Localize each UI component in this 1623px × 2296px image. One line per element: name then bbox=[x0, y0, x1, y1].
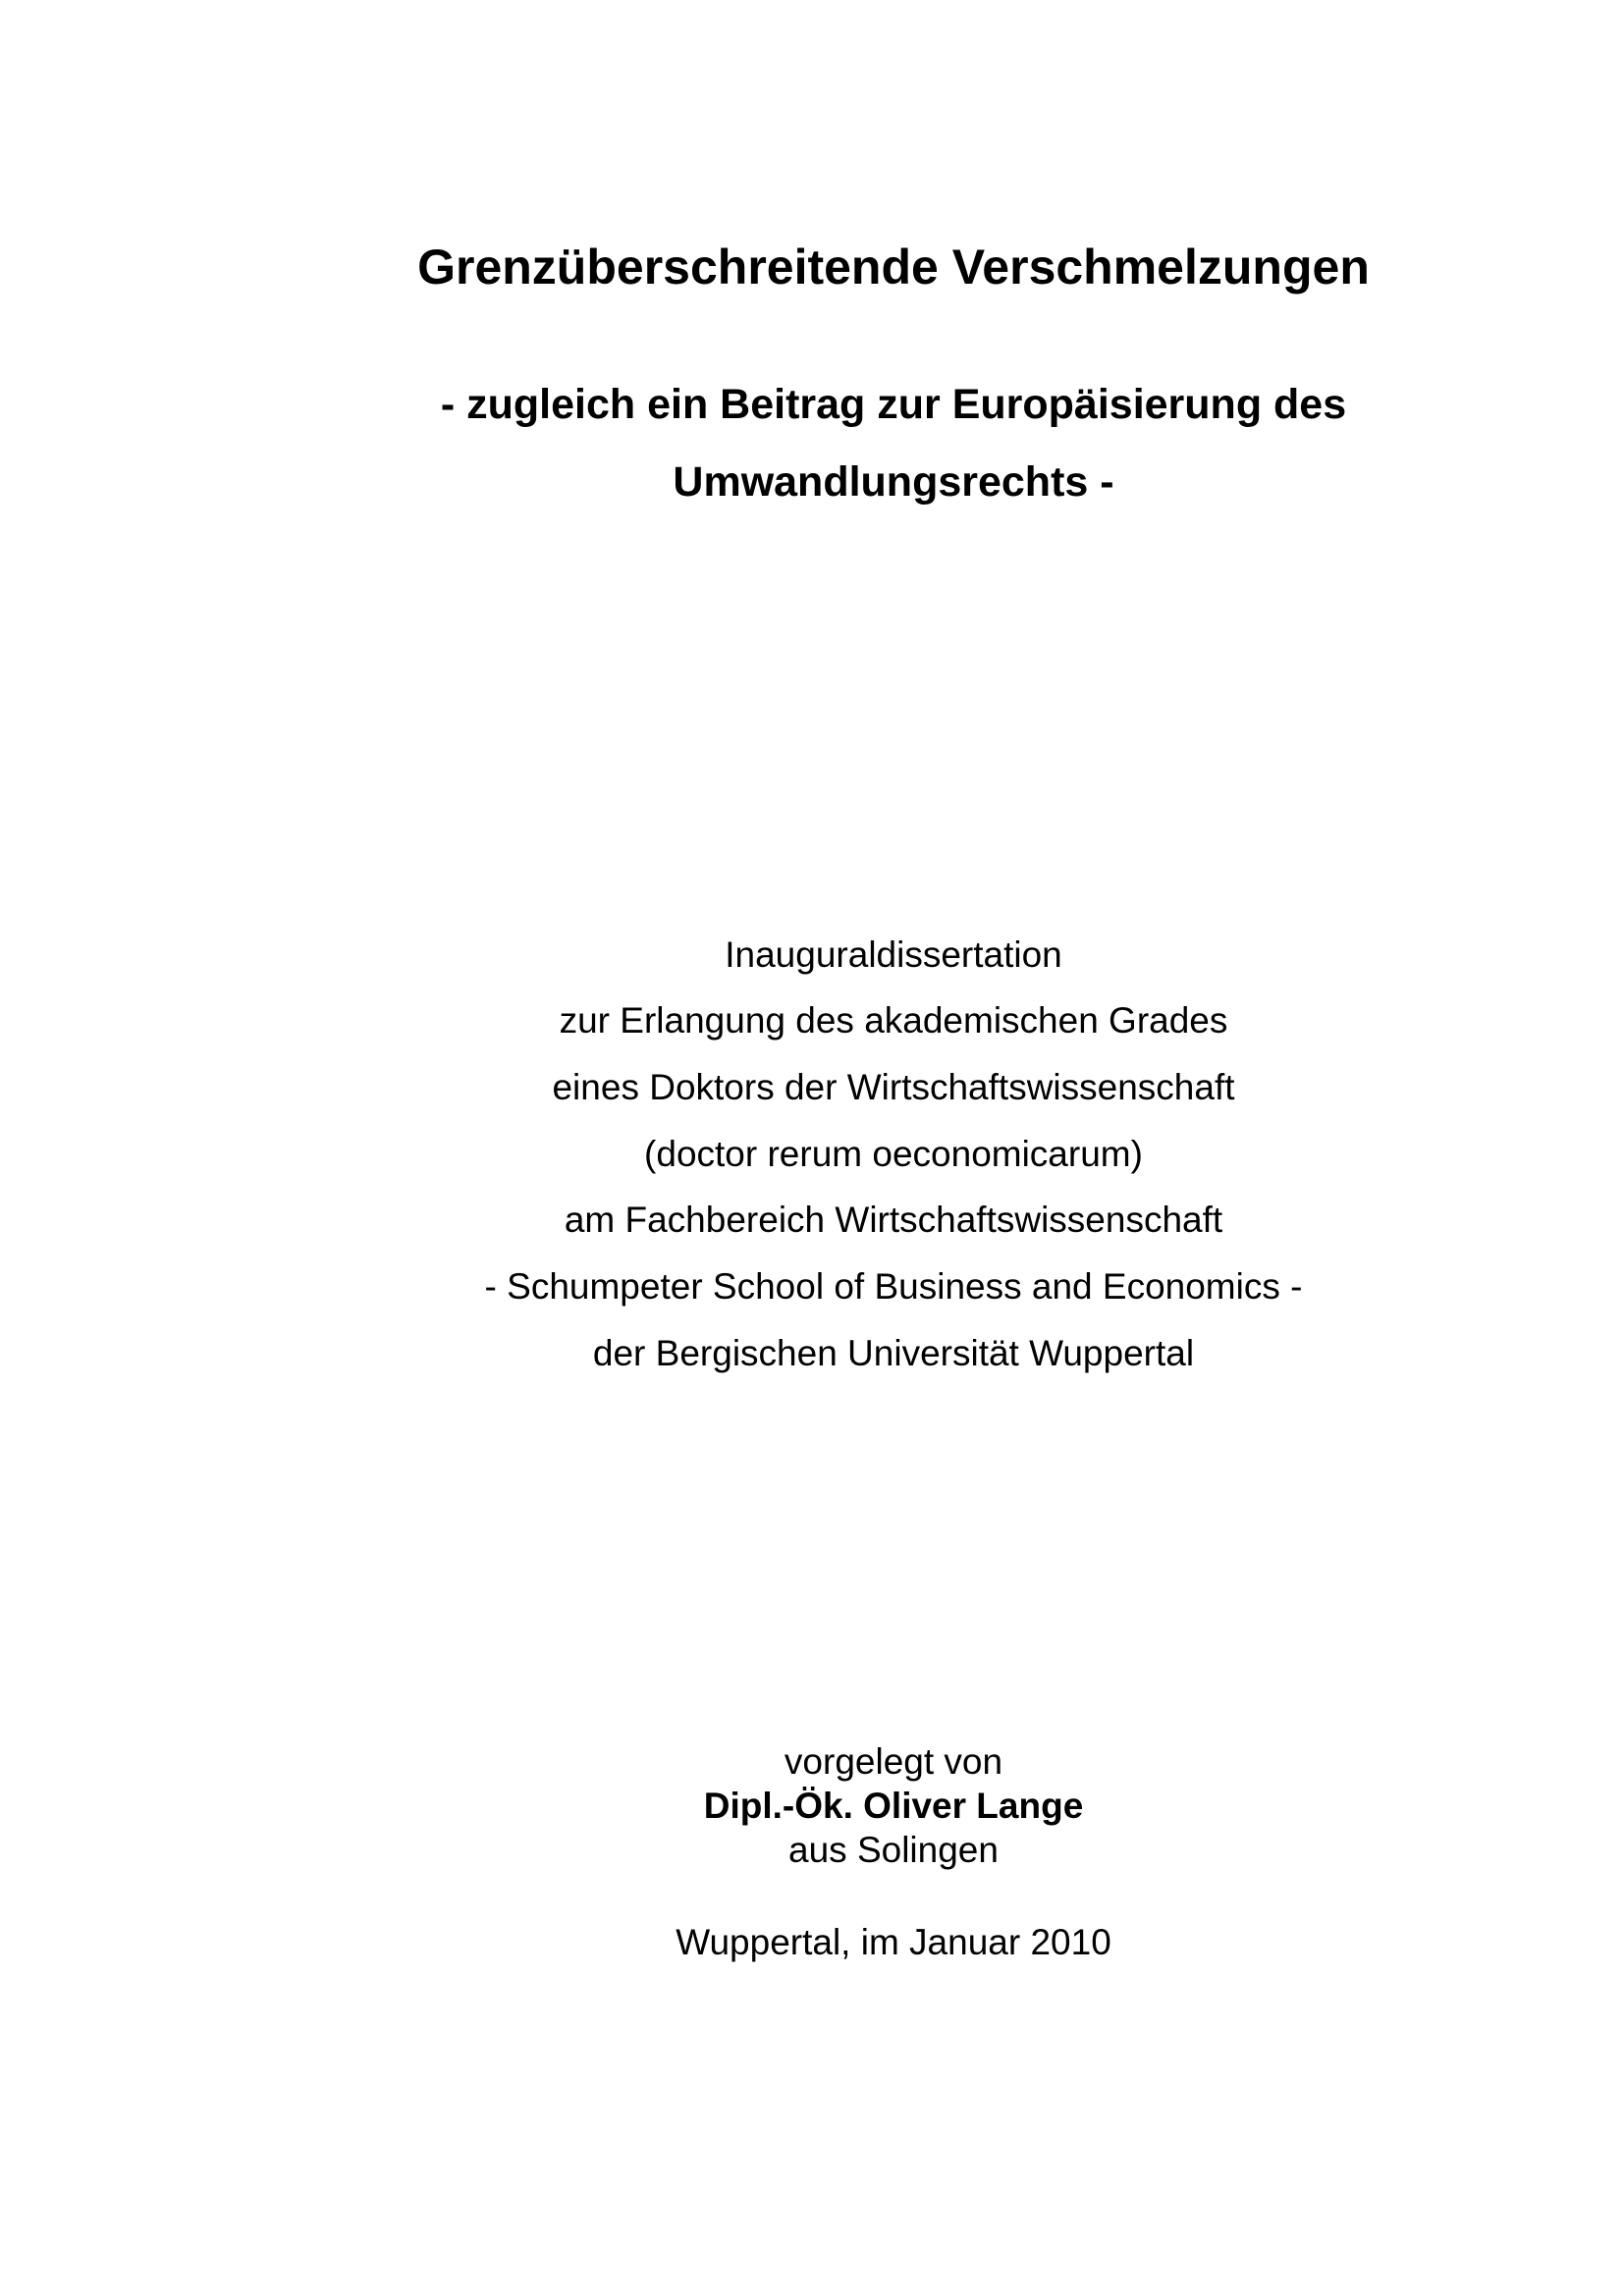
thesis-title: Grenzüberschreitende Verschmelzungen bbox=[417, 240, 1370, 294]
dissertation-line-4: (doctor rerum oeconomicarum) bbox=[644, 1134, 1143, 1174]
author-origin: aus Solingen bbox=[788, 1830, 999, 1870]
dissertation-line-2: zur Erlangung des akademischen Grades bbox=[559, 1000, 1228, 1041]
dissertation-line-6: - Schumpeter School of Business and Economics - bbox=[484, 1266, 1303, 1307]
dissertation-line-1: Inauguraldissertation bbox=[725, 934, 1062, 975]
author-name: Dipl.-Ök. Oliver Lange bbox=[703, 1786, 1084, 1826]
subtitle-line-2: Umwandlungsrechts - bbox=[673, 458, 1114, 506]
presented-by: vorgelegt von bbox=[784, 1741, 1003, 1782]
subtitle-line-1: - zugleich ein Beitrag zur Europäisierung des bbox=[440, 381, 1347, 428]
dissertation-line-3: eines Doktors der Wirtschaftswissenschaft bbox=[552, 1067, 1235, 1107]
place-date: Wuppertal, im Januar 2010 bbox=[676, 1922, 1111, 1962]
dissertation-line-5: am Fachbereich Wirtschaftswissenschaft bbox=[564, 1200, 1223, 1240]
dissertation-line-7: der Bergischen Universität Wuppertal bbox=[592, 1333, 1195, 1373]
